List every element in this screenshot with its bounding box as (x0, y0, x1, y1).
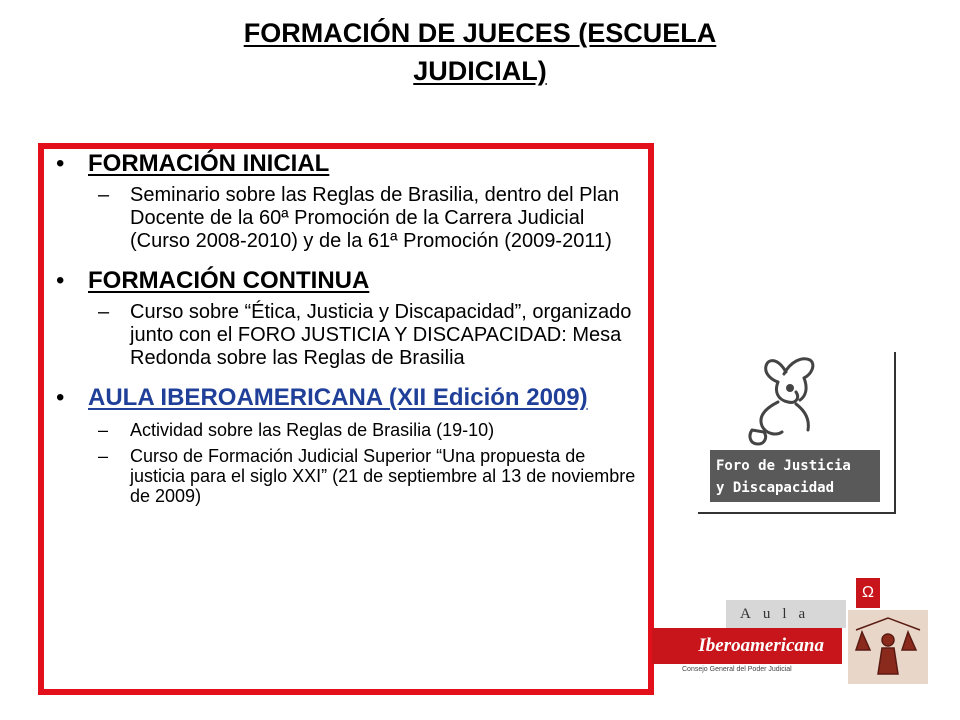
list-item (98, 184, 640, 253)
list-item (98, 301, 640, 370)
slide-title-line1: FORMACIÓN DE JUECES (ESCUELA (243, 18, 717, 48)
foro-logo-line2: y Discapacidad (716, 480, 835, 496)
list-item (98, 446, 640, 506)
slide-title (120, 14, 840, 90)
foro-justicia-logo (698, 352, 898, 514)
divider-horizontal (698, 512, 896, 514)
dash-icon: – (98, 301, 110, 323)
dash-icon: – (98, 420, 109, 440)
dash-icon: – (98, 446, 109, 466)
bullet-icon: • (56, 384, 65, 411)
list-item-text: Seminario sobre las Reglas de Brasilia, dentro del Plan Docente de la 60ª Promoción de la Carrera Judicial (Curso 2008-2010) y de la 61ª Promoción (2009-2011) (130, 184, 620, 252)
figure-sketch-icon (738, 352, 848, 452)
list-item-text: Actividad sobre las Reglas de Brasilia (19-10) (130, 420, 495, 440)
list-item-text: Curso de Formación Judicial Superior “Una propuesta de justicia para el siglo XXI” (21 de septiembre al 13 de noviembre de 2009) (130, 446, 636, 506)
aula-iberoamericana-logo (652, 578, 932, 688)
divider-vertical (894, 352, 896, 514)
content-list (50, 148, 640, 506)
omega-emblem-icon: Ω (856, 578, 880, 608)
section-heading: FORMACIÓN INICIAL (88, 150, 330, 177)
bullet-icon: • (56, 150, 65, 177)
bullet-icon: • (56, 267, 65, 294)
aula-logo-sub: Consejo General del Poder Judicial (682, 666, 792, 673)
foro-logo-plate (710, 450, 880, 502)
foro-logo-line1: Foro de Justicia (716, 458, 851, 474)
section-heading: AULA IBEROAMERICANA (XII Edición 2009) (88, 384, 588, 411)
dash-icon: – (98, 184, 110, 206)
section-formacion-inicial (50, 150, 640, 253)
section-aula-iberoamericana (50, 384, 640, 506)
list-item (98, 420, 640, 440)
section-heading: FORMACIÓN CONTINUA (88, 267, 370, 294)
aula-logo-main: Iberoamericana (652, 628, 842, 664)
section-formacion-continua (50, 267, 640, 370)
justice-figure-icon (848, 610, 928, 684)
list-item-text: Curso sobre “Ética, Justicia y Discapacidad”, organizado junto con el FORO JUSTICIA Y DISCAPACIDAD: Mesa Redonda sobre las Reglas de Brasilia (130, 301, 632, 369)
slide-title-line2: JUDICIAL) (413, 56, 547, 86)
aula-logo-top: Aula (726, 600, 846, 628)
